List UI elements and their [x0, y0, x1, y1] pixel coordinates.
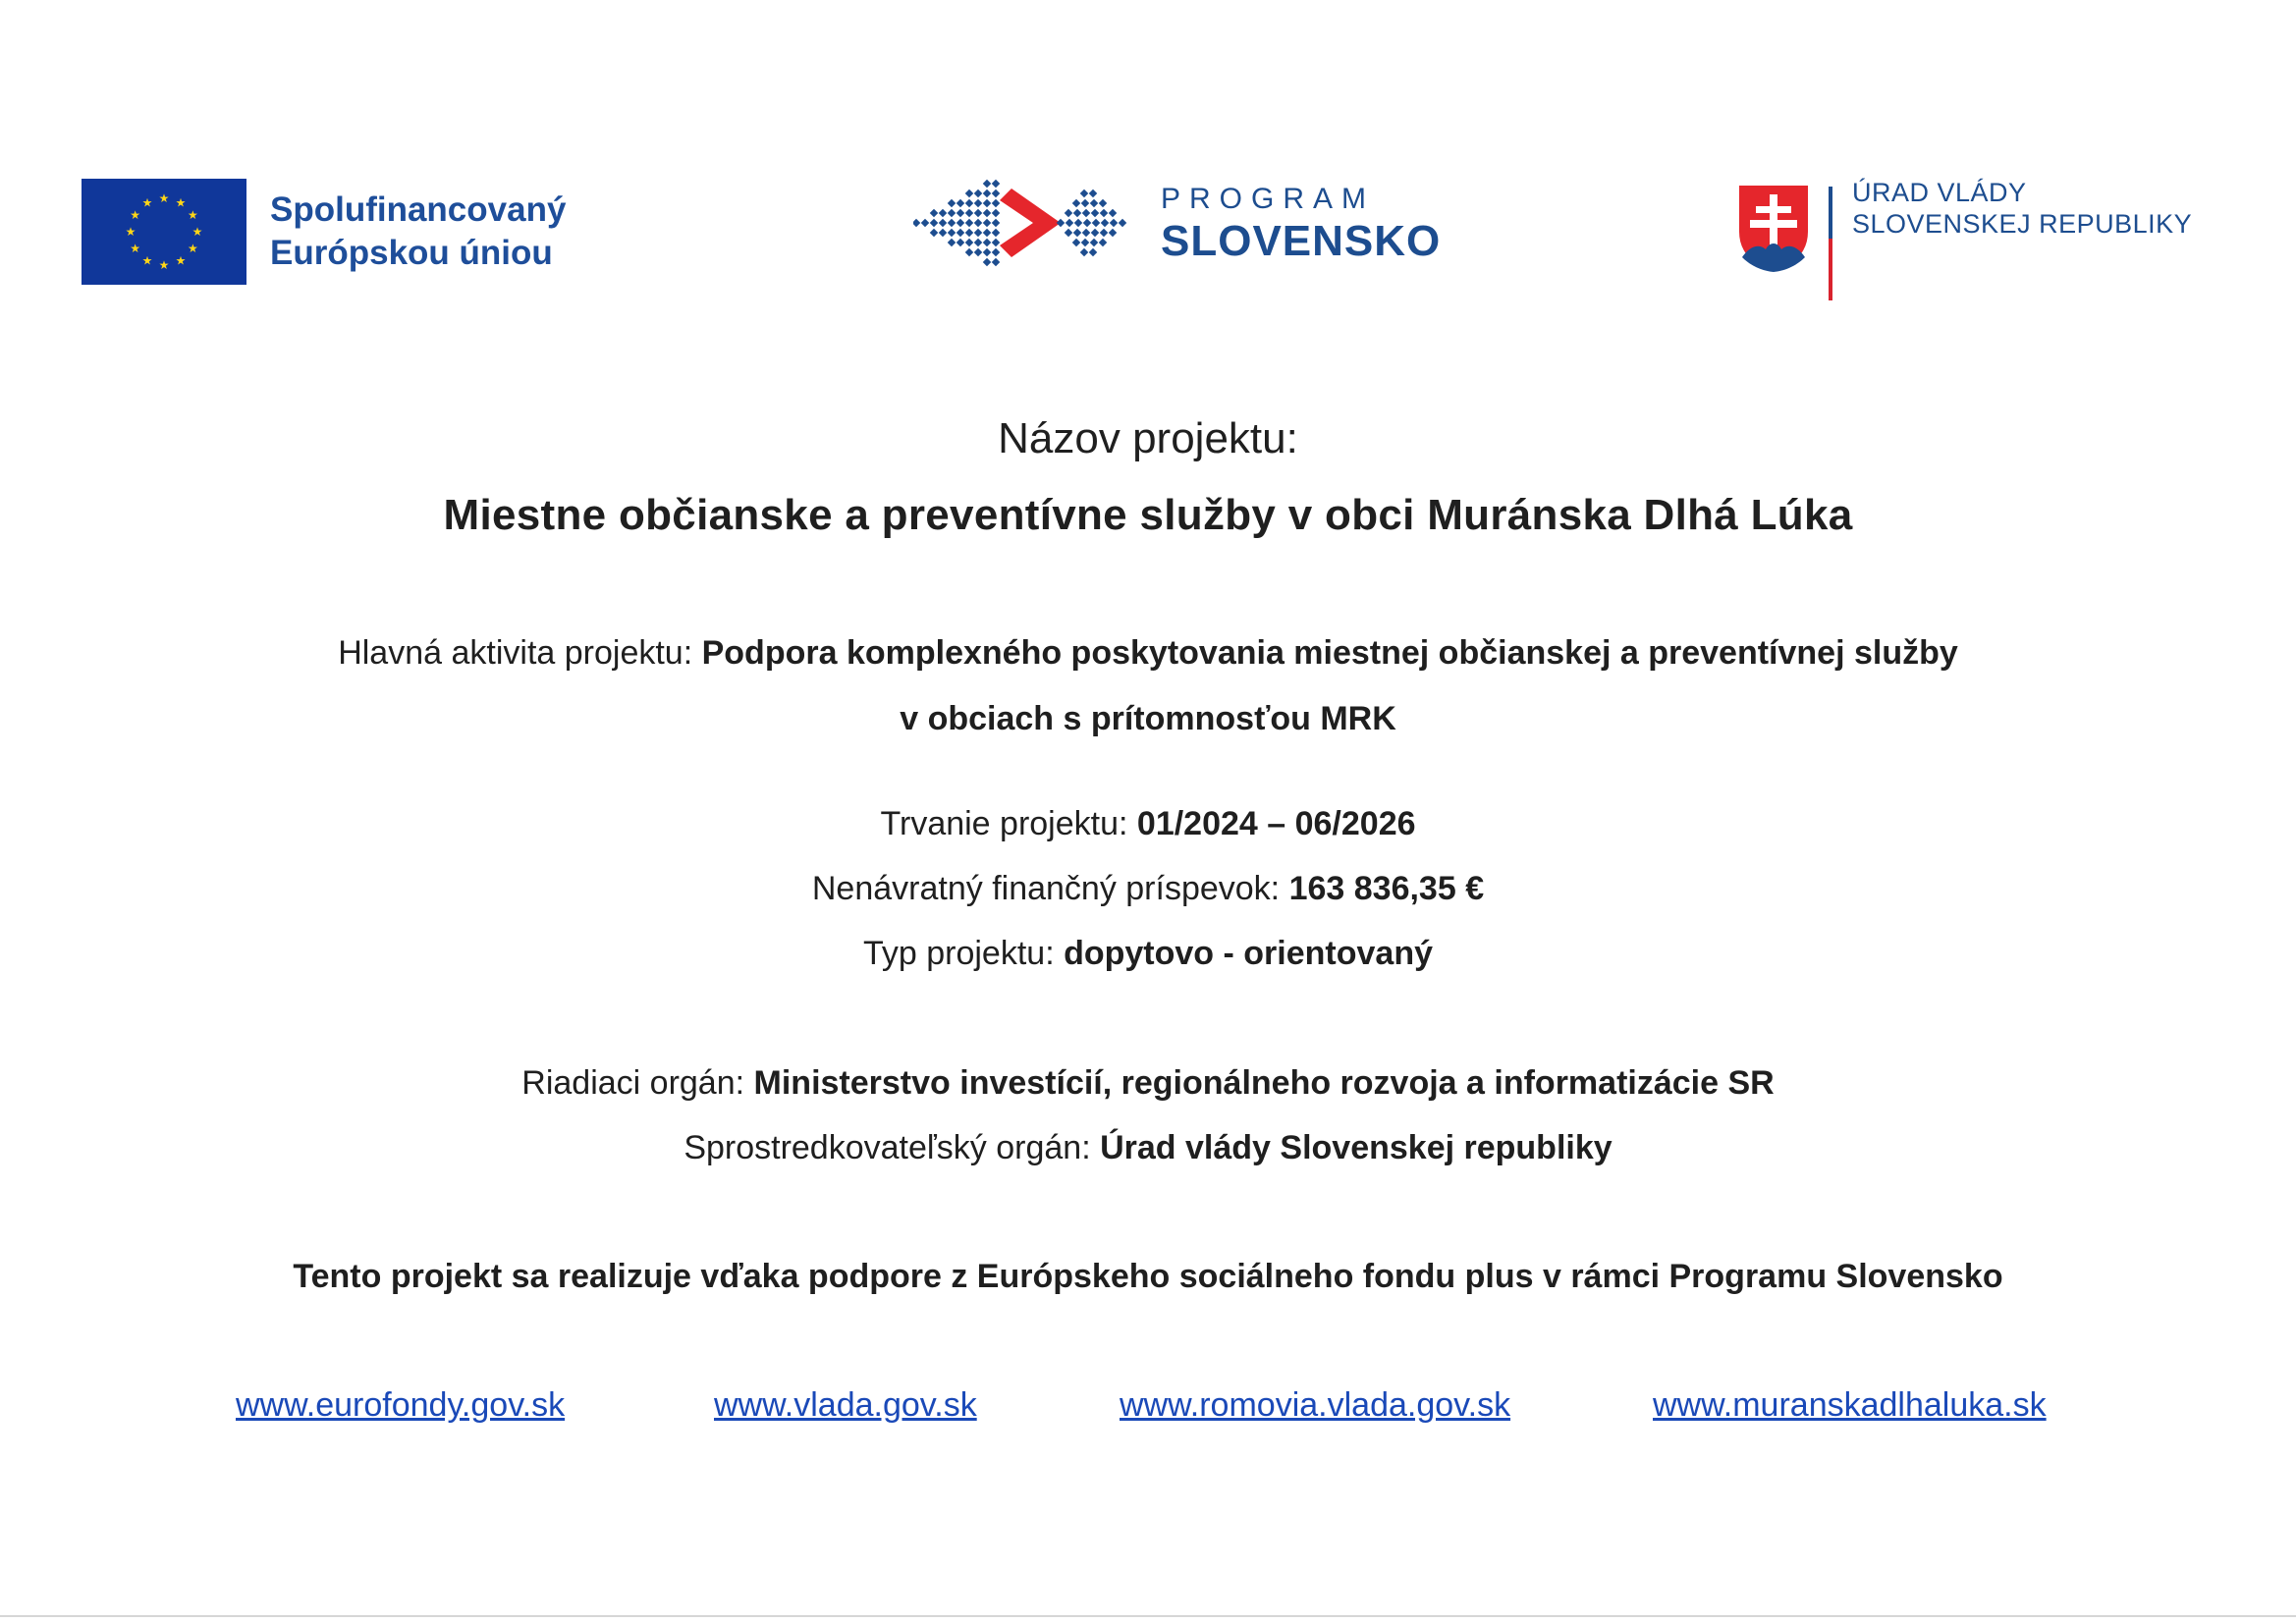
logo-dot [1101, 219, 1109, 227]
logo-dot [930, 219, 938, 227]
logo-dot [965, 239, 973, 246]
logo-dot [974, 229, 982, 237]
eu-star: ★ [130, 208, 140, 222]
duration-value: 01/2024 – 06/2026 [1136, 805, 1416, 842]
eu-star: ★ [158, 191, 170, 205]
logo-dot [930, 209, 938, 217]
eu-star: ★ [158, 258, 170, 272]
logo-dot [965, 199, 973, 207]
logo-dot [1109, 209, 1117, 217]
main-activity-value: Podpora komplexného poskytovania miestnej občianskej a preventívnej služby [701, 634, 1958, 672]
government-office-logo [1736, 177, 2192, 300]
office-line1: ÚRAD VLÁDY [1852, 178, 2027, 207]
logo-dot [1109, 229, 1117, 237]
eu-star: ★ [175, 195, 187, 210]
logo-dot [957, 219, 964, 227]
logo-dot [974, 219, 982, 227]
logo-dot [983, 258, 991, 266]
logo-dot [1073, 209, 1081, 217]
logo-dot [1073, 229, 1081, 237]
logo-dot [1082, 209, 1090, 217]
logo-dot [939, 219, 947, 227]
intermediate-body-line [0, 1129, 2296, 1167]
logo-dot [948, 199, 956, 207]
logo-dot [1089, 189, 1097, 197]
logo-dot [974, 248, 982, 256]
logo-dot [983, 199, 991, 207]
slovak-coat-of-arms-icon [1736, 183, 1811, 273]
logo-dot [1057, 219, 1065, 227]
logo-dot [948, 229, 956, 237]
logo-dot [974, 189, 982, 197]
logo-dot [983, 209, 991, 217]
logo-dot [992, 248, 1000, 256]
government-office-text [1852, 177, 2192, 240]
main-activity-label: Hlavná aktivita projektu: [338, 634, 702, 672]
logo-dot [1065, 229, 1072, 237]
funding-note: Tento projekt sa realizuje vďaka podpore z Európskeho sociálneho fondu plus v rámci Programu Slovensko [293, 1258, 2003, 1295]
project-title: Miestne občianske a preventívne služby v obci Muránska Dlhá Lúka [443, 491, 1853, 539]
logo-dot [1066, 219, 1073, 227]
logo-dot [974, 209, 982, 217]
eu-star: ★ [125, 225, 137, 239]
logo-dot [957, 209, 964, 217]
logo-dot [948, 219, 956, 227]
logo-dot [992, 258, 1000, 266]
logo-dot [948, 239, 956, 246]
intermediate-body-label: Sprostredkovateľský orgán: [683, 1129, 1101, 1166]
logo-dot [965, 229, 973, 237]
duration-label: Trvanie projektu: [880, 805, 1137, 842]
logo-dot [930, 229, 938, 237]
logo-dot [1083, 219, 1091, 227]
logo-dot [1082, 229, 1090, 237]
logo-dot [992, 239, 1000, 246]
logo-dot [1072, 239, 1080, 246]
eu-star: ★ [175, 253, 187, 268]
intermediate-body-value: Úrad vlády Slovenskej republiky [1100, 1129, 1613, 1166]
logo-dot [965, 219, 973, 227]
logo-dot [1081, 199, 1089, 207]
logo-dot [983, 239, 991, 246]
managing-authority-label: Riadiaci orgán: [521, 1064, 754, 1102]
logo-dot [992, 189, 1000, 197]
logo-dot [983, 189, 991, 197]
logo-dot [1074, 219, 1082, 227]
eu-star: ★ [191, 225, 203, 239]
logo-dot [992, 199, 1000, 207]
logo-dot [1099, 199, 1107, 207]
logo-chevron [1000, 189, 1061, 257]
eu-star: ★ [141, 195, 153, 210]
logo-dot [1119, 219, 1126, 227]
main-activity-line [0, 634, 2296, 673]
program-slovensko-text [1161, 181, 1441, 265]
link-muranskadlhaluka[interactable]: www.muranskadlhaluka.sk [1653, 1386, 2047, 1424]
logo-dot [1091, 209, 1099, 217]
logo-dot [948, 209, 956, 217]
logo-dot [974, 199, 982, 207]
logo-dot [957, 199, 964, 207]
program-slovensko-logo [913, 169, 1441, 277]
project-type-label: Typ projektu: [862, 935, 1065, 972]
logo-dot [1089, 248, 1097, 256]
logo-dot [913, 219, 920, 227]
logo-dot [957, 229, 964, 237]
logo-dot [1065, 209, 1072, 217]
project-title-label: Názov projektu: [998, 414, 1298, 462]
logo-dot [983, 219, 991, 227]
logo-dot [921, 219, 929, 227]
logo-dot [1072, 199, 1080, 207]
logo-dot [965, 248, 973, 256]
logo-dot [965, 209, 973, 217]
logo-dot [1080, 248, 1088, 256]
eu-star: ★ [141, 253, 153, 268]
eu-flag-icon [82, 179, 246, 285]
logo-dot [983, 180, 991, 188]
eu-star: ★ [188, 242, 198, 255]
main-activity-value-continued: v obciach s prítomnosťou MRK [900, 700, 1396, 737]
eu-star: ★ [130, 242, 140, 255]
logo-dot [1081, 239, 1089, 246]
eu-text-line1: Spolufinancovaný [270, 190, 567, 229]
logo-dot [939, 229, 947, 237]
logo-dot [992, 219, 1000, 227]
program-slovensko-mark-icon [913, 169, 1139, 277]
logo-dot [992, 180, 1000, 188]
logo-dot [983, 229, 991, 237]
logo-dot [1080, 189, 1088, 197]
logo-dot [1091, 229, 1099, 237]
logo-dot [1100, 229, 1108, 237]
link-romovia[interactable]: www.romovia.vlada.gov.sk [1120, 1386, 1511, 1424]
logo-dot [974, 239, 982, 246]
logo-dot [1100, 209, 1108, 217]
grant-label: Nenávratný finančný príspevok: [811, 870, 1289, 907]
grant-line [0, 870, 2296, 908]
logo-dot [939, 209, 947, 217]
eu-text-line2: Európskou úniou [270, 234, 553, 272]
link-vlada[interactable]: www.vlada.gov.sk [714, 1386, 977, 1424]
logo-divider [1829, 177, 1832, 300]
logo-dot [992, 209, 1000, 217]
logo-dot [992, 229, 1000, 237]
logo-dot [983, 248, 991, 256]
program-word: PROGRAM [1161, 183, 1376, 215]
slovensko-word: SLOVENSKO [1161, 217, 1442, 265]
eu-cofunding-text [270, 189, 566, 275]
office-line2: SLOVENSKEJ REPUBLIKY [1852, 209, 2193, 239]
logo-dot [1090, 199, 1098, 207]
managing-authority-line [0, 1064, 2296, 1103]
bottom-divider [0, 1615, 2296, 1617]
link-eurofondy[interactable]: www.eurofondy.gov.sk [236, 1386, 566, 1424]
logo-dot [1090, 239, 1098, 246]
eu-cofunding-logo [82, 179, 566, 285]
logo-dot [1099, 239, 1107, 246]
logo-dot [965, 189, 973, 197]
managing-authority-value: Ministerstvo investícií, regionálneho rozvoja a informatizácie SR [753, 1064, 1775, 1102]
grant-value: 163 836,35 € [1288, 870, 1485, 907]
logo-dot [957, 239, 964, 246]
duration-line [0, 805, 2296, 843]
project-type-line [0, 935, 2296, 973]
logo-dot [1092, 219, 1100, 227]
project-type-value: dopytovo - orientovaný [1064, 935, 1434, 972]
logo-dot [1110, 219, 1118, 227]
eu-star: ★ [188, 208, 198, 222]
